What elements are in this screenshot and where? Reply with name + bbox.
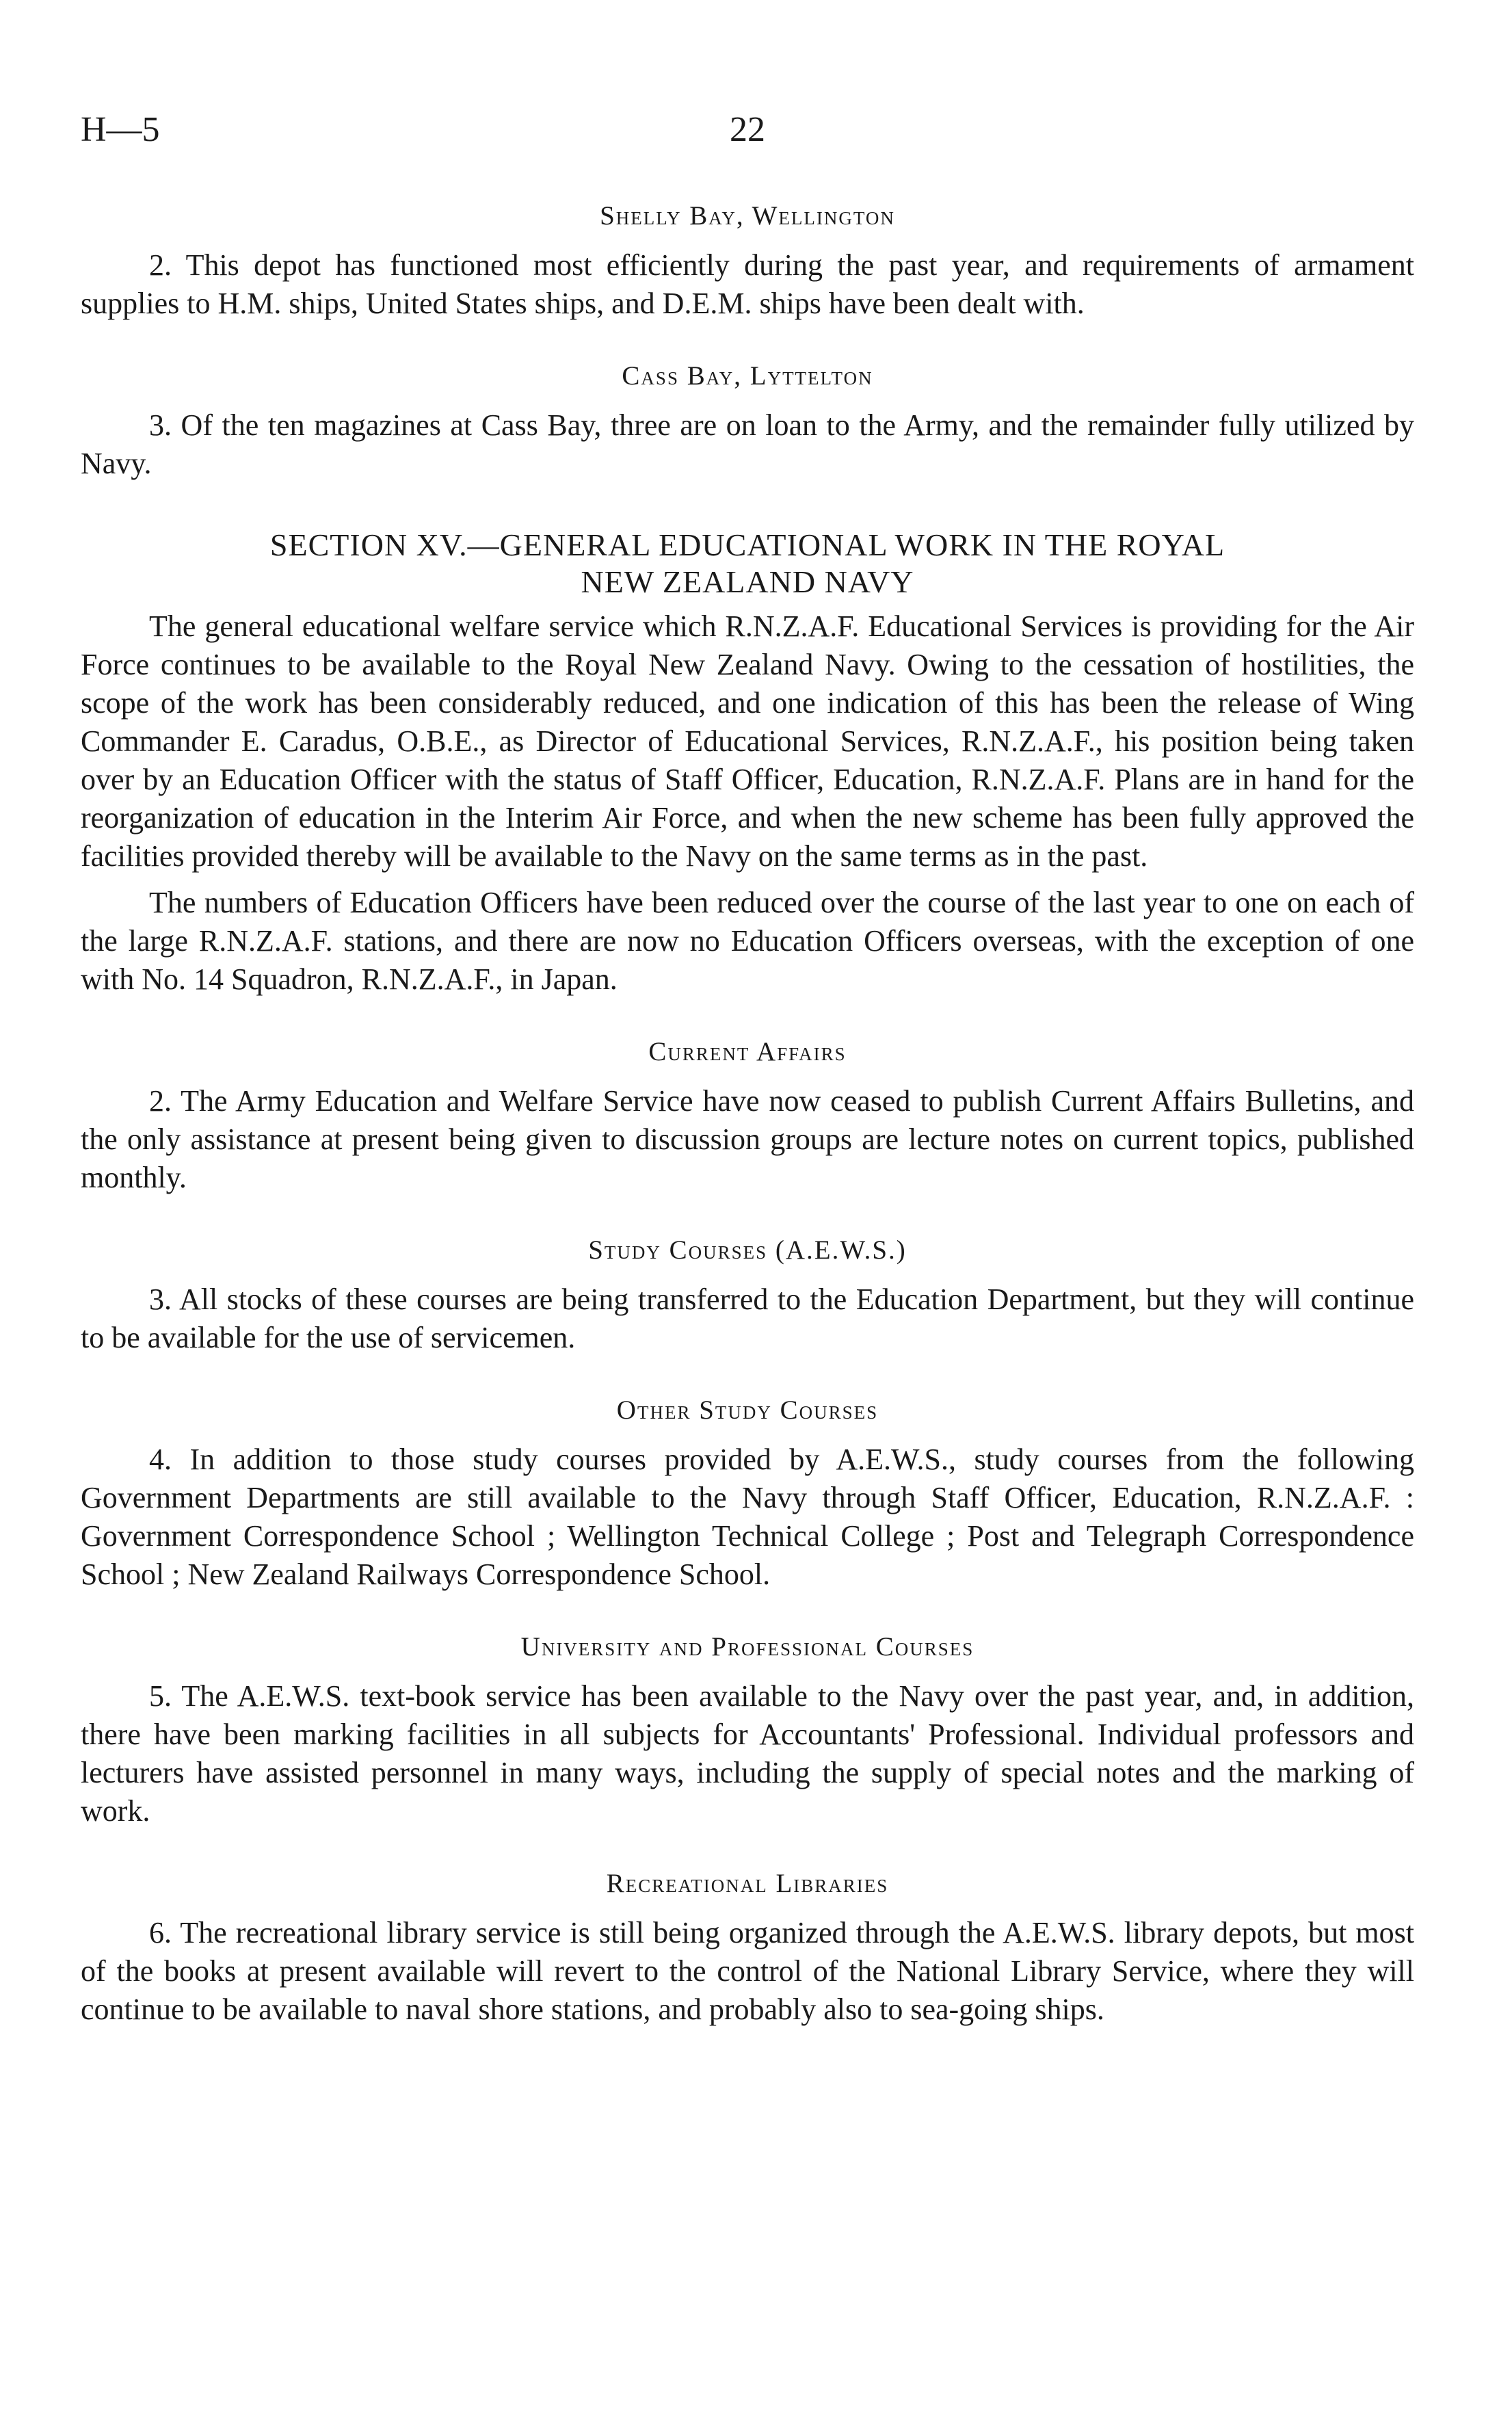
paragraph-study-courses: 3. All stocks of these courses are being transferred to the Education Department, but they will continue to be available for the use of servicemen. [81, 1283, 1414, 1354]
page-number: 22 [730, 110, 765, 149]
page-body [81, 198, 1414, 2029]
heading-other-study-courses: Other Study Courses [616, 1395, 879, 1425]
section-xv-title-line1: SECTION XV.—GENERAL EDUCATIONAL WORK IN THE ROYAL [269, 527, 1225, 562]
paragraph-current-affairs: 2. The Army Education and Welfare Service have now ceased to publish Current Affairs Bulletins, and the only assistance at present being given to discussion groups are lecture notes on current topics, published monthly. [81, 1084, 1414, 1194]
paragraph-section-xv-1: The general educational welfare service which R.N.Z.A.F. Educational Services is providing for the Air Force continues to be available to the Royal New Zealand Navy. Owing to the cessation of hostilities, the scope of the work has been considerably reduced, and one indication of this has been the release of Wing Commander E. Caradus, O.B.E., as Director of Educational Services, R.N.Z.A.F., his position being taken over by an Education Officer with the status of Staff Officer, Education, R.N.Z.A.F. Plans are in hand for the reorganization of education in the Interim Air Force, and when the new scheme has been fully approved the facilities provided thereby will be available to the Navy on the same terms as in the past. [81, 609, 1414, 873]
running-header [81, 109, 1414, 164]
paragraph-recreational-libraries: 6. The recreational library service is still being organized through the A.E.W.S. library depots, but most of the books at present available will revert to the control of the National Library Service, where they will continue to be available to naval shore stations, and probably also to sea-going ships. [81, 1916, 1414, 2026]
paragraph-section-xv-2: The numbers of Education Officers have been reduced over the course of the last year to one on each of the large R.N.Z.A.F. stations, and there are now no Education Officers overseas, with the exception of one with No. 14 Squadron, R.N.Z.A.F., in Japan. [81, 886, 1414, 996]
section-xv-title-line2: NEW ZEALAND NAVY [581, 564, 914, 599]
heading-university-courses: University and Professional Courses [520, 1632, 974, 1661]
heading-shelly-bay: Shelly Bay, Wellington [600, 201, 895, 231]
paragraph-shelly-bay: 2. This depot has functioned most efficiently during the past year, and requirements of armament supplies to H.M. ships, United States ships, and D.E.M. ships have been dealt with. [81, 248, 1414, 320]
heading-cass-bay: Cass Bay, Lyttelton [622, 361, 873, 391]
paragraph-cass-bay: 3. Of the ten magazines at Cass Bay, three are on loan to the Army, and the remainder fully utilized by Navy. [81, 408, 1414, 480]
heading-study-courses: Study Courses (A.E.W.S.) [588, 1235, 907, 1265]
section-xv-title [81, 527, 1414, 601]
heading-recreational-libraries: Recreational Libraries [606, 1869, 889, 1898]
paragraph-university-courses: 5. The A.E.W.S. text-book service has been available to the Navy over the past year, and, in addition, there have been marking facilities in all subjects for Accountants' Professional. Individual professors and lecturers have assisted personnel in many ways, including the supply of special notes and the marking of work. [81, 1679, 1414, 1828]
heading-current-affairs: Current Affairs [648, 1037, 847, 1066]
document-reference: H—5 [81, 110, 160, 149]
paragraph-other-study-courses: 4. In addition to those study courses provided by A.E.W.S., study courses from the following Government Departments are still available to the Navy through Staff Officer, Education, R.N.Z.A.F. : Government Correspondence School ; Wellington Technical College ; Post and Telegraph Correspondence School ; New Zealand Railways Correspondence School. [81, 1443, 1414, 1591]
